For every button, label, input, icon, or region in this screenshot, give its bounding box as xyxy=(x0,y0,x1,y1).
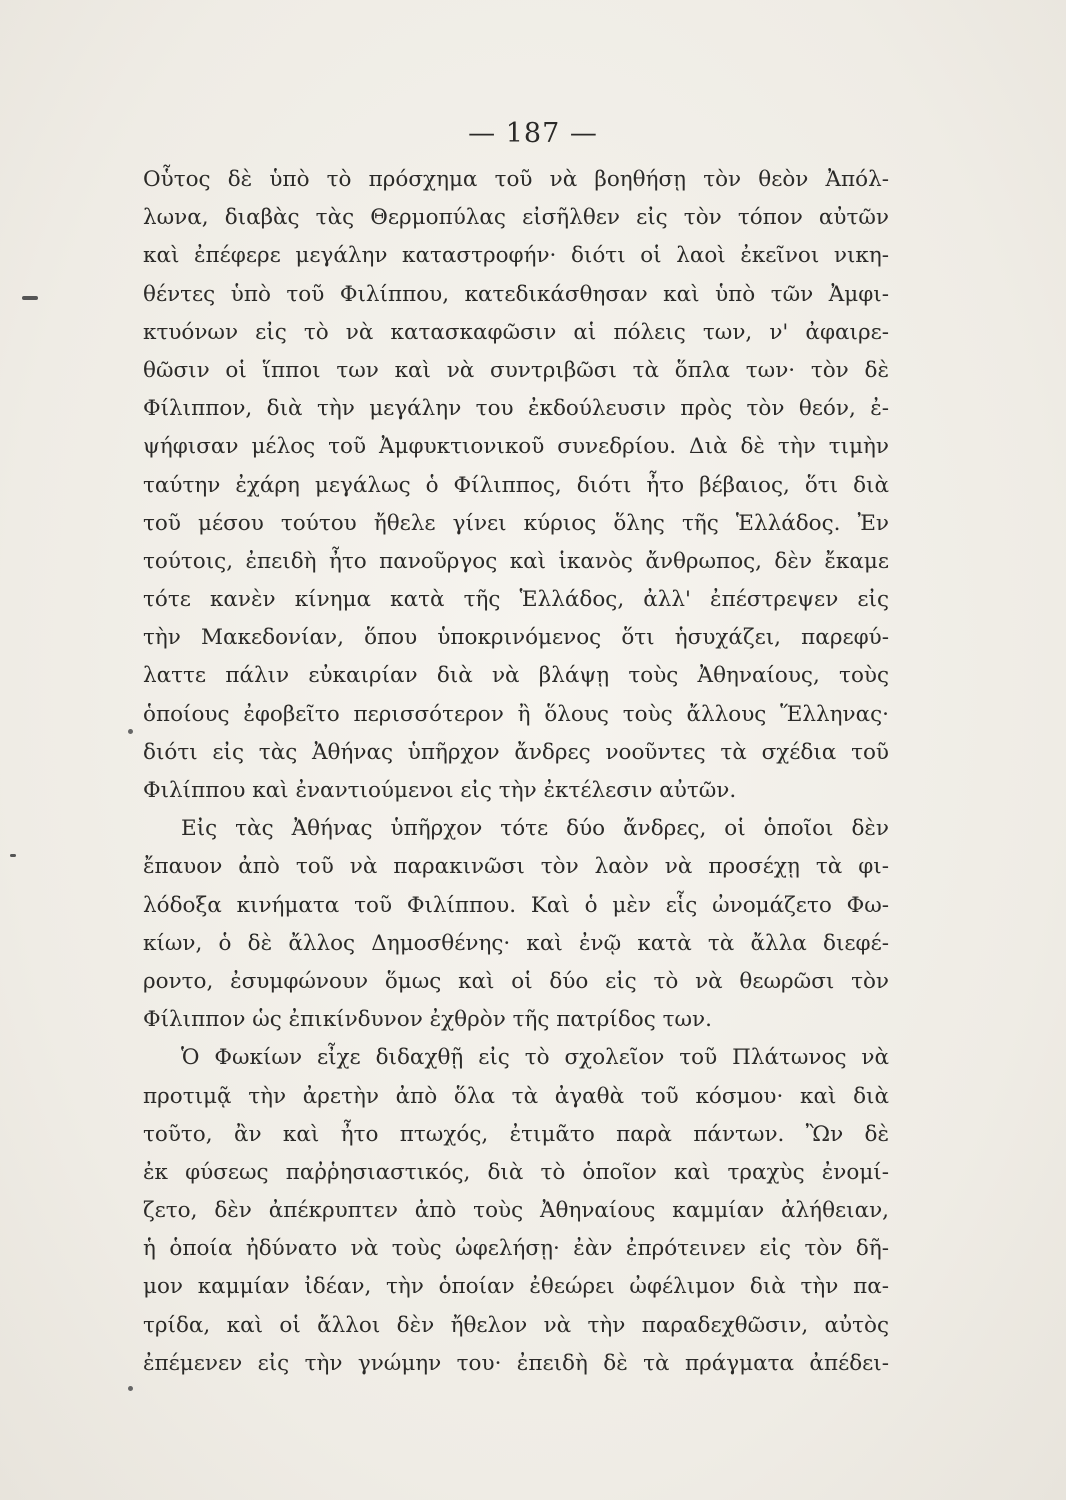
margin-mark xyxy=(10,854,16,857)
text-line: τρίδα, καὶ οἱ ἄλλοι δὲν ἤθελον νὰ τὴν παραδεχθῶσιν, αὐτὸς xyxy=(143,1312,889,1338)
text-line: λωνα, διαβὰς τὰς Θερμοπύλας εἰσῆλθεν εἰς τὸν τόπον αὐτῶν xyxy=(143,205,889,231)
text-line: τοῦτο, ἂν καὶ ἦτο πτωχός, ἐτιμᾶτο παρὰ πάντων. Ὢν δὲ xyxy=(143,1121,889,1147)
margin-dot xyxy=(128,729,133,734)
text-line: Ὁ Φωκίων εἶχε διδαχθῇ εἰς τὸ σχολεῖον τοῦ Πλάτωνος νὰ xyxy=(181,1045,889,1071)
text-line: τοῦ μέσου τούτου ἤθελε γίνει κύριος ὅλης τῆς Ἑλλάδος. Ἐν xyxy=(143,510,889,536)
text-line: διότι εἰς τὰς Ἀθήνας ὑπῆρχον ἄνδρες νοοῦντες τὰ σχέδια τοῦ xyxy=(143,739,889,765)
text-line: Φιλίππου καὶ ἐναντιούμενοι εἰς τὴν ἐκτέλεσιν αὐτῶν. xyxy=(143,778,737,803)
text-line: μον καμμίαν ἰδέαν, τὴν ὁποίαν ἐθεώρει ὠφέλιμον διὰ τὴν πα- xyxy=(143,1274,889,1300)
text-line: Φίλιππον, διὰ τὴν μεγάλην του ἐκδούλευσιν πρὸς τὸν θεόν, ἐ- xyxy=(143,396,889,422)
text-line: Οὗτος δὲ ὑπὸ τὸ πρόσχημα τοῦ νὰ βοηθήσῃ τὸν θεὸν Ἀπόλ- xyxy=(143,167,889,192)
text-line: ἔπαυον ἀπὸ τοῦ νὰ παρακινῶσι τὸν λαὸν νὰ προσέχῃ τὰ φι- xyxy=(143,854,889,880)
text-line: Φίλιππον ὡς ἐπικίνδυνον ἐχθρὸν τῆς πατρίδος των. xyxy=(143,1007,712,1033)
text-line: ψήφισαν μέλος τοῦ Ἀμφυκτιονικοῦ συνεδρίου. Διὰ δὲ τὴν τιμὴν xyxy=(143,434,889,460)
text-line: κτυόνων εἰς τὸ νὰ κατασκαφῶσιν αἱ πόλεις των, ν' ἀφαιρε- xyxy=(143,319,889,345)
text-line: λόδοξα κινήματα τοῦ Φιλίππου. Καὶ ὁ μὲν εἷς ὠνομάζετο Φω- xyxy=(143,892,889,918)
margin-dot xyxy=(128,1386,133,1391)
text-line: τὴν Μακεδονίαν, ὅπου ὑποκρινόμενος ὅτι ἡσυχάζει, παρεφύ- xyxy=(143,625,889,651)
page-number: — 187 — xyxy=(468,118,598,149)
text-line: τότε κανὲν κίνημα κατὰ τῆς Ἑλλάδος, ἀλλ' ἐπέστρεψεν εἰς xyxy=(143,587,889,613)
text-line: θῶσιν οἱ ἵπποι των καὶ νὰ συντριβῶσι τὰ ὅπλα των· τὸν δὲ xyxy=(143,357,889,383)
text-line: ροντο, ἐσυμφώνουν ὅμως καὶ οἱ δύο εἰς τὸ νὰ θεωρῶσι τὸν xyxy=(143,968,889,994)
text-line: ἡ ὁποία ἠδύνατο νὰ τοὺς ὠφελήσῃ· ἐὰν ἐπρότεινεν εἰς τὸν δῆ- xyxy=(143,1236,889,1262)
text-line: ταύτην ἐχάρη μεγάλως ὁ Φίλιππος, διότι ἦτο βέβαιος, ὅτι διὰ xyxy=(143,472,889,498)
text-line: ἐπέμενεν εἰς τὴν γνώμην του· ἐπειδὴ δὲ τὰ πράγματα ἀπέδει- xyxy=(143,1350,889,1376)
body-text xyxy=(143,161,889,1383)
text-line: ζετο, δὲν ἀπέκρυπτεν ἀπὸ τοὺς Ἀθηναίους καμμίαν ἀλήθειαν, xyxy=(143,1198,889,1224)
text-line: θέντες ὑπὸ τοῦ Φιλίππου, κατεδικάσθησαν καὶ ὑπὸ τῶν Ἀμφι- xyxy=(143,281,889,307)
text-line: ὁποίους ἐφοβεῖτο περισσότερον ἢ ὅλους τοὺς ἄλλους Ἕλληνας· xyxy=(143,701,889,727)
text-line: ἐκ φύσεως παῤῥησιαστικός, διὰ τὸ ὁποῖον καὶ τραχὺς ἐνομί- xyxy=(143,1159,889,1185)
text-line: λαττε πάλιν εὐκαιρίαν διὰ νὰ βλάψῃ τοὺς Ἀθηναίους, τοὺς xyxy=(143,663,889,689)
margin-mark xyxy=(22,296,38,300)
text-line: προτιμᾷ τὴν ἀρετὴν ἀπὸ ὅλα τὰ ἀγαθὰ τοῦ κόσμου· καὶ διὰ xyxy=(143,1083,889,1109)
text-line: τούτοις, ἐπειδὴ ἦτο πανοῦργος καὶ ἱκανὸς ἄνθρωπος, δὲν ἔκαμε xyxy=(143,548,889,574)
text-line: Εἰς τὰς Ἀθήνας ὑπῆρχον τότε δύο ἄνδρες, οἱ ὁποῖοι δὲν xyxy=(181,816,889,842)
text-line: κίων, ὁ δὲ ἄλλος Δημοσθένης· καὶ ἐνῷ κατὰ τὰ ἄλλα διεφέ- xyxy=(143,930,889,956)
text-line: καὶ ἐπέφερε μεγάλην καταστροφήν· διότι οἱ λαοὶ ἐκεῖνοι νικη- xyxy=(143,243,889,269)
